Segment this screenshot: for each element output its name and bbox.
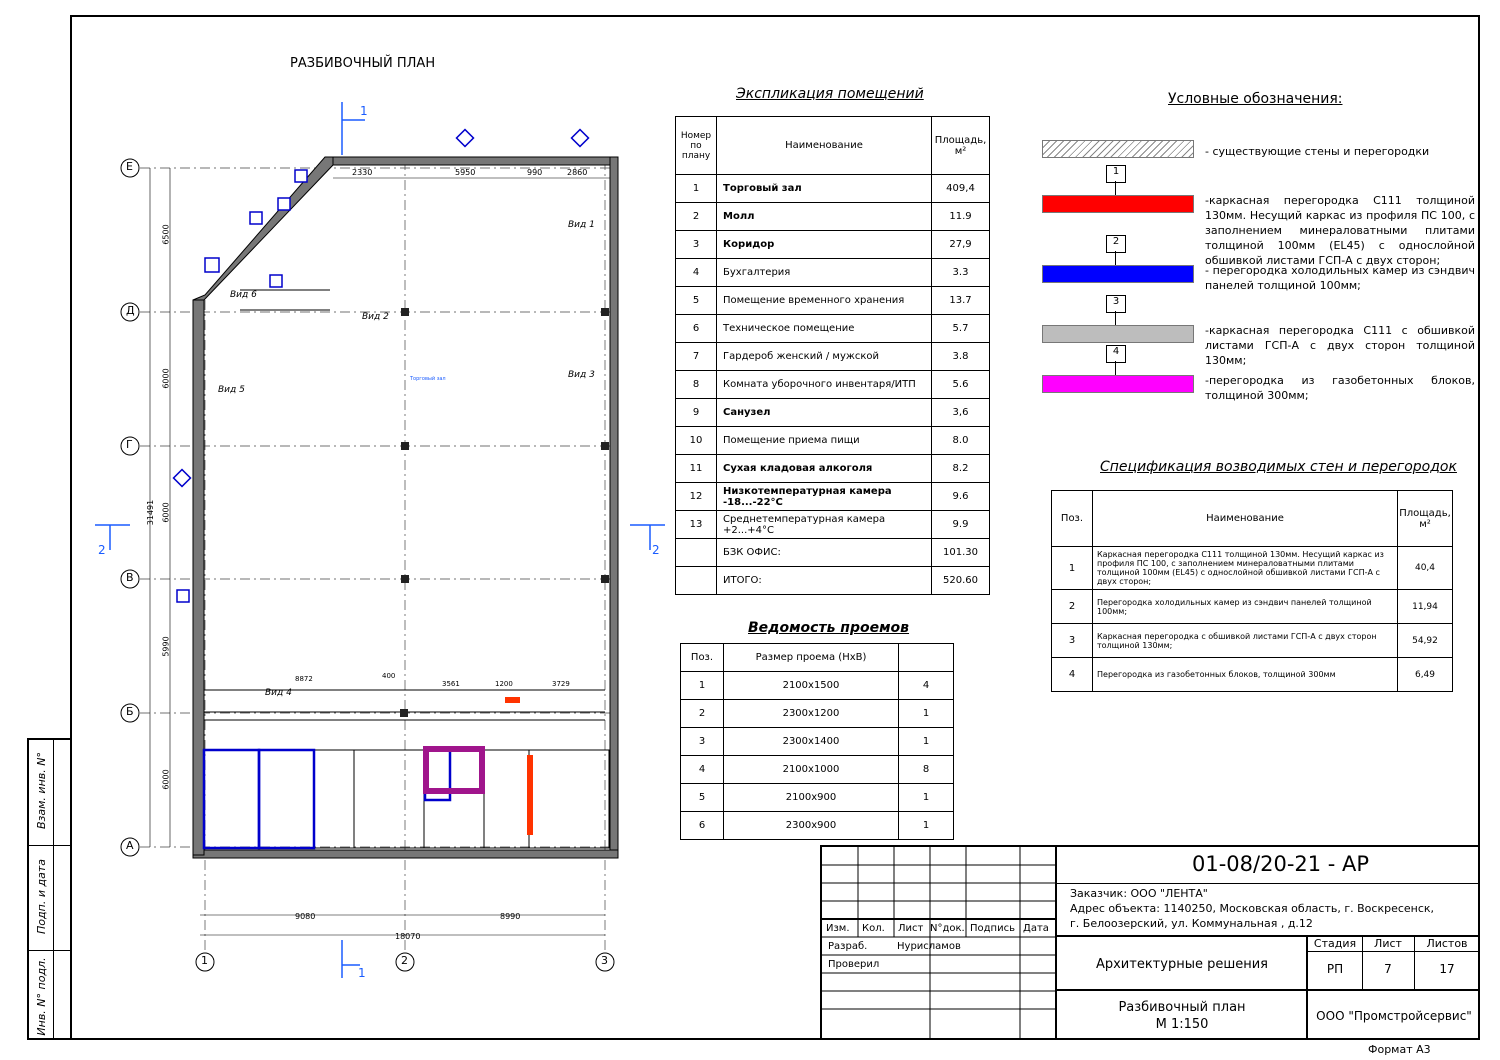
explication-col-num: Номер по плану [676, 117, 717, 175]
explication-area: 8.0 [932, 427, 990, 455]
axis-label-2: 2 [401, 954, 408, 967]
opening-pos: 2 [681, 700, 724, 728]
dim-bottom-2: 8990 [500, 912, 521, 921]
explication-row [676, 231, 990, 259]
explication-name: Гардероб женский / мужской [717, 343, 932, 371]
explication-row [676, 455, 990, 483]
dim-8872: 8872 [295, 675, 313, 683]
legend-text: - существующие стены и перегородки [1205, 145, 1430, 158]
opening-size: 2100х900 [724, 784, 899, 812]
spec-pos: 4 [1052, 658, 1093, 692]
legend-text: - перегородка холодильных камер из сэндвич панелей толщиной 100мм; [1205, 264, 1475, 292]
dim-top-1: 5950 [455, 168, 476, 177]
legend-swatch [1042, 140, 1194, 158]
side-stamp-podp: Подп. и дата [35, 859, 48, 934]
explication-area: 520.60 [932, 567, 990, 595]
explication-area: 3,6 [932, 399, 990, 427]
stamp-drawing-name: Разбивочный план [1118, 1000, 1246, 1015]
dim-3561: 3561 [442, 680, 460, 688]
legend-item-num: 2 [1106, 235, 1126, 253]
stamp-razrab: Разраб. [828, 941, 868, 952]
stamp-listov-h: Листов [1426, 937, 1468, 950]
stamp-kol: Кол. [862, 923, 885, 934]
spec-area: 11,94 [1398, 590, 1453, 624]
explication-area: 11.9 [932, 203, 990, 231]
view-label-5: Вид 5 [218, 385, 245, 395]
spec-pos: 3 [1052, 624, 1093, 658]
view-label-2: Вид 2 [362, 312, 389, 322]
explication-num: 2 [676, 203, 717, 231]
explication-row [676, 427, 990, 455]
explication-name: Низкотемпературная камера -18...-22°С [717, 483, 932, 511]
legend-swatch [1042, 195, 1194, 213]
opening-pos: 1 [681, 672, 724, 700]
explication-area: 27,9 [932, 231, 990, 259]
stamp-proveril: Проверил [828, 959, 880, 970]
spec-col-pos: Поз. [1052, 491, 1093, 547]
openings-title: Ведомость проемов [748, 620, 910, 636]
openings-row [681, 756, 954, 784]
spec-col-name: Наименование [1093, 491, 1398, 547]
explication-table [675, 116, 990, 595]
section-2-right: 2 [652, 543, 660, 557]
opening-qty: 1 [899, 728, 954, 756]
explication-num: 9 [676, 399, 717, 427]
openings-row [681, 700, 954, 728]
spec-name: Перегородка из газобетонных блоков, толщиной 300мм [1093, 658, 1398, 692]
explication-num: 3 [676, 231, 717, 259]
explication-area: 5.6 [932, 371, 990, 399]
opening-size: 2300х1200 [724, 700, 899, 728]
spec-col-area: Площадь, м² [1398, 491, 1453, 547]
axis-label-1: 1 [201, 954, 208, 967]
explication-name: Молл [717, 203, 932, 231]
stamp-company: ООО "Промстройсервис" [1316, 1009, 1472, 1023]
explication-col-area: Площадь, м² [932, 117, 990, 175]
stamp-listov-num: 17 [1439, 962, 1455, 976]
opening-pos: 3 [681, 728, 724, 756]
stamp-data: Дата [1023, 923, 1049, 934]
opening-size: 2100х1500 [724, 672, 899, 700]
stamp-scale: М 1:150 [1155, 1017, 1209, 1032]
explication-num: 5 [676, 287, 717, 315]
title-block [820, 845, 1480, 1040]
stamp-list-num: 7 [1384, 962, 1392, 976]
explication-name: Санузел [717, 399, 932, 427]
explication-row [676, 511, 990, 539]
explication-row [676, 203, 990, 231]
explication-row [676, 539, 990, 567]
floor-plan [90, 100, 670, 980]
dim-1200: 1200 [495, 680, 513, 688]
legend-text: -каркасная перегородка С111 толщиной 130мм. Несущий каркас из профиля ПС 100, с заполнением минераловатными плитами толщиной 100мм (EL45) с однослойной обшивкой листами ГСП-А с двух сторон; [1205, 194, 1475, 267]
stamp-razrab-name: Нурисламов [897, 941, 961, 952]
opening-qty: 1 [899, 700, 954, 728]
opening-qty: 1 [899, 784, 954, 812]
opening-qty: 4 [899, 672, 954, 700]
explication-title: Экспликация помещений [736, 86, 924, 102]
spec-area: 54,92 [1398, 624, 1453, 658]
side-stamp-inv: Инв. N° подл. [35, 957, 48, 1036]
opening-qty: 1 [899, 812, 954, 840]
explication-num: 11 [676, 455, 717, 483]
openings-col-pos: Поз. [681, 644, 724, 672]
dim-left-3: 5990 [161, 636, 171, 657]
explication-num: 12 [676, 483, 717, 511]
legend-text: -перегородка из газобетонных блоков, толщиной 300мм; [1205, 374, 1475, 402]
stamp-stage-h: Стадия [1313, 937, 1357, 950]
spec-area: 40,4 [1398, 547, 1453, 590]
dim-3729: 3729 [552, 680, 570, 688]
explication-name: Помещение временного хранения [717, 287, 932, 315]
explication-name: Коридор [717, 231, 932, 259]
dim-left-0: 6500 [161, 224, 171, 245]
dim-left-1: 6000 [161, 368, 171, 389]
stamp-section: Архитектурные решения [1095, 957, 1269, 972]
explication-area: 8.2 [932, 455, 990, 483]
explication-row [676, 343, 990, 371]
legend-text: -каркасная перегородка С111 с обшивкой листами ГСП-А с двух сторон толщиной 130мм; [1205, 324, 1475, 367]
legend [1040, 140, 1480, 440]
dim-bottom-1: 9080 [295, 912, 316, 921]
legend-item-num: 4 [1106, 345, 1126, 363]
explication-area: 409,4 [932, 175, 990, 203]
spec-row [1052, 658, 1453, 692]
side-stamp [27, 738, 70, 1040]
explication-row [676, 567, 990, 595]
opening-pos: 5 [681, 784, 724, 812]
stamp-podp: Подпись [970, 923, 1015, 934]
explication-row [676, 287, 990, 315]
stamp-list-h: Лист [1374, 937, 1402, 950]
dim-total-left: 31491 [146, 499, 156, 526]
axis-label-V: В [126, 571, 134, 584]
explication-num: 13 [676, 511, 717, 539]
dim-left-4: 6000 [161, 769, 171, 790]
spec-name: Каркасная перегородка С111 толщиной 130мм. Несущий каркас из профиля ПС 100, с заполнением минераловатными плитами толщиной 100мм (EL45) с однослойной обшивкой листами ГСП-А с двух сторон; [1093, 547, 1398, 590]
explication-area: 5.7 [932, 315, 990, 343]
explication-area: 9.9 [932, 511, 990, 539]
spec-name: Перегородка холодильных камер из сэндвич панелей толщиной 100мм; [1093, 590, 1398, 624]
axis-label-3: 3 [601, 954, 608, 967]
openings-row [681, 672, 954, 700]
axis-label-D: Д [126, 304, 135, 317]
explication-num: 4 [676, 259, 717, 287]
dim-left-2: 6000 [161, 502, 171, 523]
opening-qty: 8 [899, 756, 954, 784]
opening-pos: 4 [681, 756, 724, 784]
explication-area: 101.30 [932, 539, 990, 567]
spec-title: Спецификация возводимых стен и перегородок [1100, 459, 1457, 475]
explication-name: Среднетемпературная камера +2...+4°С [717, 511, 932, 539]
stamp-list: Лист [898, 923, 924, 934]
stamp-stage: РП [1326, 962, 1344, 976]
explication-row [676, 371, 990, 399]
section-1-bottom: 1 [358, 966, 366, 980]
spec-row [1052, 547, 1453, 590]
legend-swatch [1042, 375, 1194, 393]
openings-row [681, 812, 954, 840]
explication-name: Комната уборочного инвентаря/ИТП [717, 371, 932, 399]
explication-name: БЗК ОФИС: [717, 539, 932, 567]
explication-num: 8 [676, 371, 717, 399]
explication-num [676, 539, 717, 567]
explication-num: 6 [676, 315, 717, 343]
explication-area: 3.8 [932, 343, 990, 371]
explication-name: Бухгалтерия [717, 259, 932, 287]
stamp-format: Формат А3 [1368, 1043, 1431, 1056]
dim-top-0: 2330 [352, 168, 373, 177]
room-label-sales-hall: Торговый зал [410, 376, 446, 382]
spec-row [1052, 590, 1453, 624]
view-label-6: Вид 6 [230, 290, 257, 300]
explication-name: Торговый зал [717, 175, 932, 203]
side-stamp-vzam: Взам. инв. N° [35, 752, 48, 829]
spec-table [1051, 490, 1453, 692]
explication-area: 13.7 [932, 287, 990, 315]
explication-num: 1 [676, 175, 717, 203]
explication-row [676, 483, 990, 511]
explication-row [676, 315, 990, 343]
explication-name: Техническое помещение [717, 315, 932, 343]
axis-label-B: Б [126, 705, 134, 718]
spec-row [1052, 624, 1453, 658]
openings-table [680, 643, 954, 840]
explication-col-name: Наименование [717, 117, 932, 175]
legend-swatch [1042, 265, 1194, 283]
explication-row [676, 175, 990, 203]
explication-name: Сухая кладовая алкоголя [717, 455, 932, 483]
opening-size: 2100х1000 [724, 756, 899, 784]
explication-row [676, 399, 990, 427]
stamp-customer: Заказчик: ООО "ЛЕНТА" [1070, 887, 1208, 900]
openings-col-qty [899, 644, 954, 672]
opening-pos: 6 [681, 812, 724, 840]
opening-size: 2300х1400 [724, 728, 899, 756]
inner-dimensions [205, 672, 605, 688]
stamp-address1: Адрес объекта: 1140250, Московская область, г. Воскресенск, [1070, 902, 1435, 915]
explication-area: 9.6 [932, 483, 990, 511]
opening-size: 2300х900 [724, 812, 899, 840]
openings-col-size: Размер проема (НхВ) [724, 644, 899, 672]
axis-label-E: Е [126, 160, 133, 173]
dim-top-3: 2860 [567, 168, 588, 177]
spec-pos: 2 [1052, 590, 1093, 624]
explication-num [676, 567, 717, 595]
dim-top-2: 990 [527, 168, 543, 177]
dim-bottom-total: 18070 [395, 932, 421, 941]
legend-title: Условные обозначения: [1168, 91, 1343, 107]
plan-title: РАЗБИВОЧНЫЙ ПЛАН [290, 56, 436, 71]
spec-area: 6,49 [1398, 658, 1453, 692]
openings-row [681, 728, 954, 756]
legend-item-num: 3 [1106, 295, 1126, 313]
view-label-3: Вид 3 [568, 370, 595, 380]
explication-name: Помещение приема пищи [717, 427, 932, 455]
explication-num: 7 [676, 343, 717, 371]
explication-name: ИТОГО: [717, 567, 932, 595]
view-label-4: Вид 4 [265, 688, 292, 698]
axis-label-A: А [126, 839, 134, 852]
dim-400: 400 [382, 672, 396, 680]
stamp-ndok: N°док. [930, 923, 965, 934]
axis-label-G: Г [126, 438, 133, 451]
legend-item-num: 1 [1106, 165, 1126, 183]
section-1-top: 1 [360, 104, 368, 118]
openings-row [681, 784, 954, 812]
explication-area: 3.3 [932, 259, 990, 287]
explication-row [676, 259, 990, 287]
stamp-code: 01-08/20-21 - АР [1192, 852, 1370, 876]
spec-pos: 1 [1052, 547, 1093, 590]
explication-num: 10 [676, 427, 717, 455]
stamp-address2: г. Белоозерский, ул. Коммунальная , д.12 [1070, 917, 1313, 930]
legend-swatch [1042, 325, 1194, 343]
section-2-left: 2 [98, 543, 106, 557]
spec-name: Каркасная перегородка с обшивкой листами ГСП-А с двух сторон толщиной 130мм; [1093, 624, 1398, 658]
view-label-1: Вид 1 [568, 220, 595, 230]
stamp-izm: Изм. [826, 923, 850, 934]
